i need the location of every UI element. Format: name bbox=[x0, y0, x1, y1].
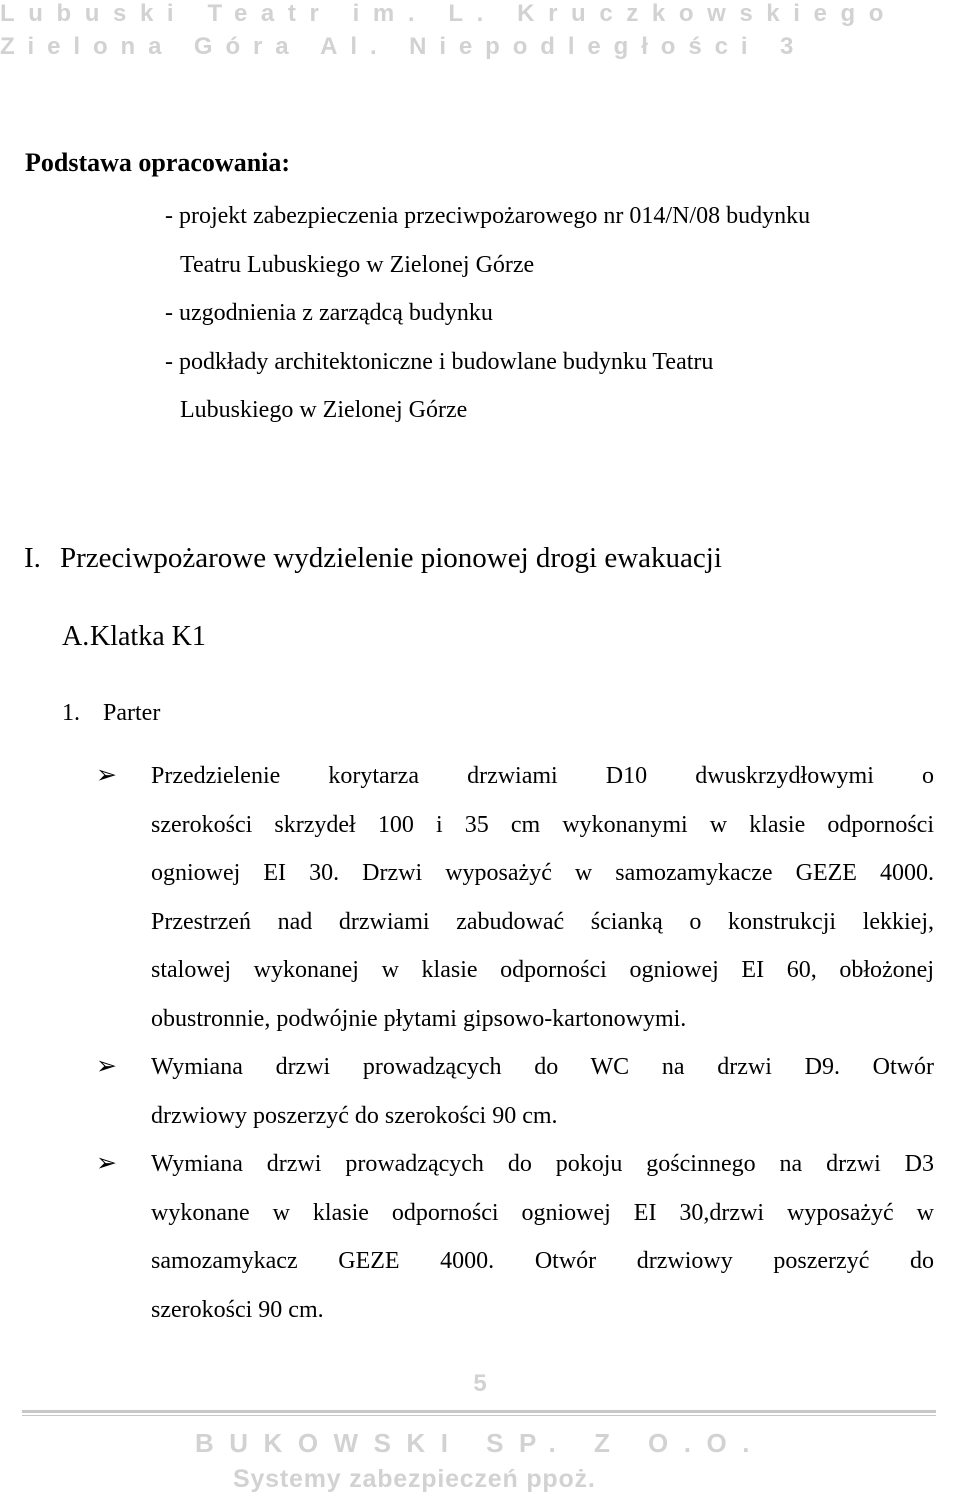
paragraph-line: szerokości 90 cm. bbox=[151, 1296, 324, 1323]
paragraph-line: stalowej wykonanej w klasie odporności ogniowej EI 60, obłożonej bbox=[151, 957, 934, 983]
footer-divider-thin bbox=[22, 1415, 936, 1416]
bullet-paragraph-1 bbox=[151, 752, 934, 1043]
subsection-title: Klatka K1 bbox=[90, 621, 206, 652]
paragraph-line: szerokości skrzydeł 100 i 35 cm wykonanymi w klasie odporności bbox=[151, 811, 934, 838]
bullet-paragraph-3 bbox=[151, 1140, 934, 1334]
paragraph-line: Przedzielenie korytarza drzwiami D10 dwuskrzydłowymi o bbox=[151, 763, 934, 789]
footer-company-name: BUKOWSKI SP. Z O.O. bbox=[195, 1428, 765, 1458]
paragraph-line: samozamykacz GEZE 4000. Otwór drzwiowy poszerzyć do bbox=[151, 1248, 934, 1274]
paragraph-line: Wymiana drzwi prowadzących do pokoju gościnnego na drzwi D3 bbox=[151, 1151, 934, 1177]
paragraph-line: drzwiowy poszerzyć do szerokości 90 cm. bbox=[151, 1102, 558, 1129]
paragraph-line: wykonane w klasie odporności ogniowej EI 30,drzwi wyposażyć w bbox=[151, 1199, 934, 1226]
paragraph-line: obustronnie, podwójnie płytami gipsowo-kartonowymi. bbox=[151, 1005, 687, 1032]
basis-line: - projekt zabezpieczenia przeciwpożarowego nr 014/N/08 budynku bbox=[165, 203, 811, 229]
floor-heading bbox=[62, 700, 160, 727]
subsection-letter: A. bbox=[62, 621, 90, 652]
section-title: Przeciwpożarowe wydzielenie pionowej drogi ewakuacji bbox=[60, 542, 722, 574]
section-heading bbox=[24, 542, 722, 575]
paragraph-line: ogniowej EI 30. Drzwi wyposażyć w samozamykacze GEZE 4000. bbox=[151, 860, 934, 886]
page-number: 5 bbox=[473, 1370, 487, 1397]
basis-line: Teatru Lubuskiego w Zielonej Górze bbox=[180, 252, 535, 278]
basis-line: - podkłady architektoniczne i budowlane budynku Teatru bbox=[165, 349, 714, 375]
basis-line: - uzgodnienia z zarządcą budynku bbox=[165, 300, 493, 326]
arrow-bullet-icon: ➢ bbox=[96, 1051, 117, 1080]
basis-line: Lubuskiego w Zielonej Górze bbox=[180, 397, 468, 423]
header-line-1: Lubuski Teatr im. L. Kruczkowskiego bbox=[0, 0, 897, 27]
subsection-heading bbox=[62, 621, 206, 653]
section-number: I. bbox=[24, 542, 41, 574]
paragraph-line: Przestrzeń nad drzwiami zabudować ścianką o konstrukcji lekkiej, bbox=[151, 908, 934, 935]
arrow-bullet-icon: ➢ bbox=[96, 760, 117, 789]
basis-heading: Podstawa opracowania: bbox=[25, 148, 291, 177]
floor-number: 1. bbox=[62, 700, 80, 726]
arrow-bullet-icon: ➢ bbox=[96, 1148, 117, 1177]
floor-title: Parter bbox=[103, 700, 161, 726]
paragraph-line: Wymiana drzwi prowadzących do WC na drzwi D9. Otwór bbox=[151, 1054, 934, 1080]
footer-divider bbox=[22, 1410, 936, 1413]
footer-tagline: Systemy zabezpieczeń ppoż. bbox=[233, 1465, 596, 1493]
header-line-2: Zielona Góra Al. Niepodległości 3 bbox=[0, 33, 807, 60]
bullet-paragraph-2 bbox=[151, 1043, 934, 1140]
